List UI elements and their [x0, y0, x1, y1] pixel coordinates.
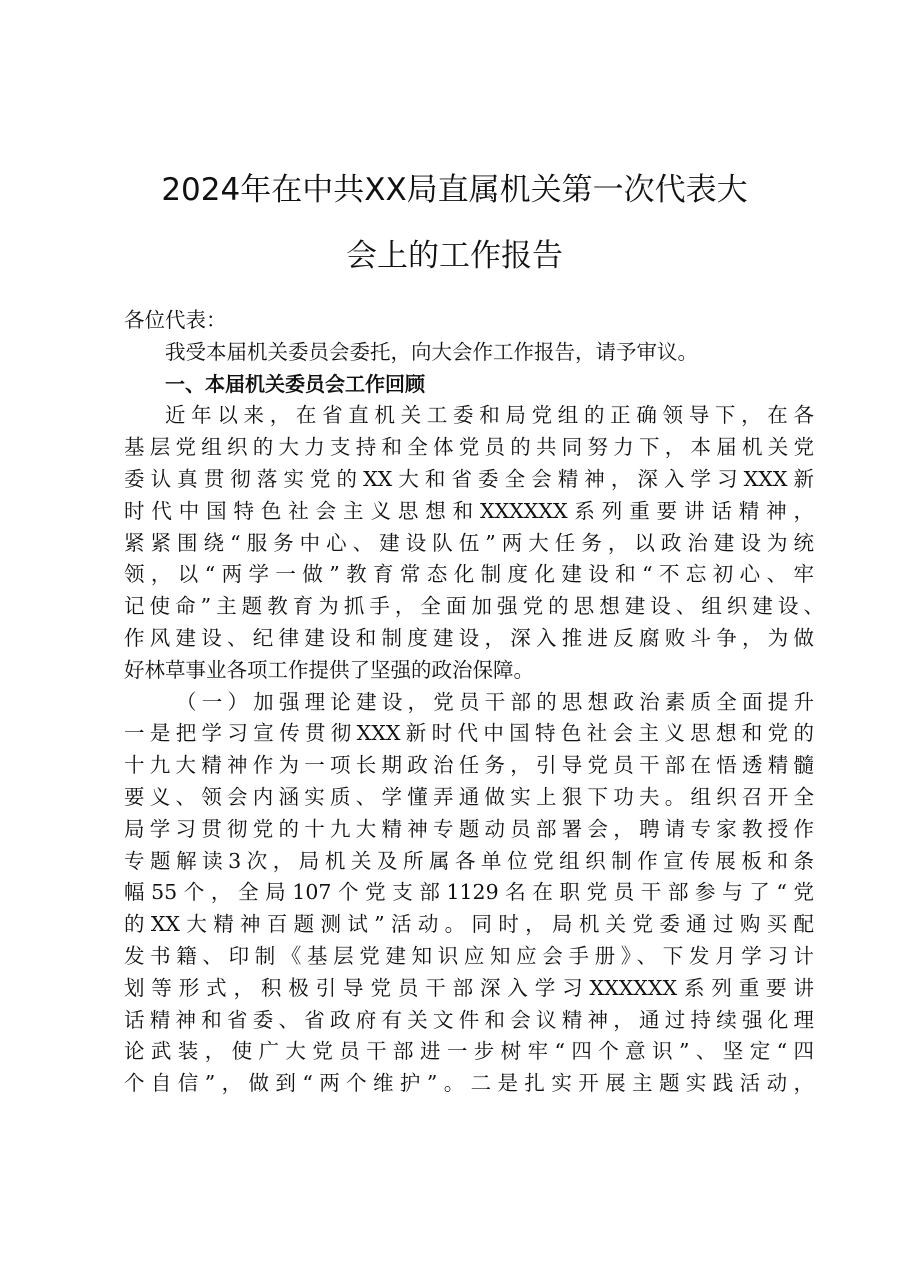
paragraph-theory-building	[124, 687, 814, 1100]
paragraph-line: 好林草事业各项工作提供了坚强的政治保障。	[124, 657, 534, 682]
paragraph-line: 划等形式，积极引导党员干部深入学习XXXXXX系列重要讲	[124, 975, 814, 1000]
paragraph-line: 幅55个，全局107个党支部1129名在职党员干部参与了“党	[124, 880, 814, 905]
paragraph-line: 近年以来，在省直机关工委和局党组的正确领导下，在各	[165, 403, 814, 428]
paragraph-line: 的XX大精神百题测试”活动。同时，局机关党委通过购买配	[124, 912, 814, 937]
paragraph-line: 基层党组织的大力支持和全体党员的共同努力下，本届机关党	[124, 435, 814, 460]
paragraph-line: 领，以“两学一做”教育常态化制度化建设和“不忘初心、牢	[124, 562, 814, 587]
paragraph-line: 个自信”，做到“两个维护”。二是扎实开展主题实践活动，	[124, 1071, 814, 1096]
paragraph-line: 专题解读3次，局机关及所属各单位党组织制作宣传展板和条	[124, 848, 814, 873]
paragraph-line: 时代中国特色社会主义思想和XXXXXX系列重要讲话精神，	[124, 498, 814, 523]
document-title-line-2: 会上的工作报告	[346, 238, 563, 274]
paragraph-review	[124, 400, 824, 686]
paragraph-line: 论武装，使广大党员干部进一步树牢“四个意识”、坚定“四	[124, 1039, 814, 1064]
paragraph-line: 局学习贯彻党的十九大精神专题动员部署会，聘请专家教授作	[124, 816, 814, 841]
intro-paragraph: 我受本届机关委员会委托，向大会作工作报告，请予审议。	[165, 339, 698, 364]
paragraph-line: 一是把学习宣传贯彻XXX新时代中国特色社会主义思想和党的	[124, 721, 814, 746]
subsection-heading: （一）加强理论建设，党员干部的思想政治素质全面提升	[176, 689, 814, 714]
paragraph-line: 记使命”主题教育为抓手，全面加强党的思想建设、组织建设、	[124, 594, 824, 619]
section-heading: 一、本届机关委员会工作回顾	[165, 371, 425, 396]
salutation: 各位代表：	[124, 308, 227, 332]
paragraph-line: 紧紧围绕“服务中心、建设队伍”两大任务，以政治建设为统	[124, 530, 814, 555]
paragraph-line: 委认真贯彻落实党的XX大和省委全会精神，深入学习XXX新	[124, 466, 814, 491]
paragraph-line: 话精神和省委、省政府有关文件和会议精神，通过持续强化理	[124, 1007, 814, 1032]
paragraph-line: 要义、领会内涵实质、学懂弄通做实上狠下功夫。组织召开全	[124, 784, 814, 809]
paragraph-line: 十九大精神作为一项长期政治任务，引导党员干部在悟透精髓	[124, 753, 814, 778]
paragraph-line: 发书籍、印制《基层党建知识应知应会手册》、下发月学习计	[124, 943, 814, 968]
document-title-line-1: 2024年在中共XX局直属机关第一次代表大	[161, 172, 748, 208]
document-body	[124, 305, 824, 1100]
paragraph-line: 作风建设、纪律建设和制度建设，深入推进反腐败斗争，为做	[124, 625, 814, 650]
